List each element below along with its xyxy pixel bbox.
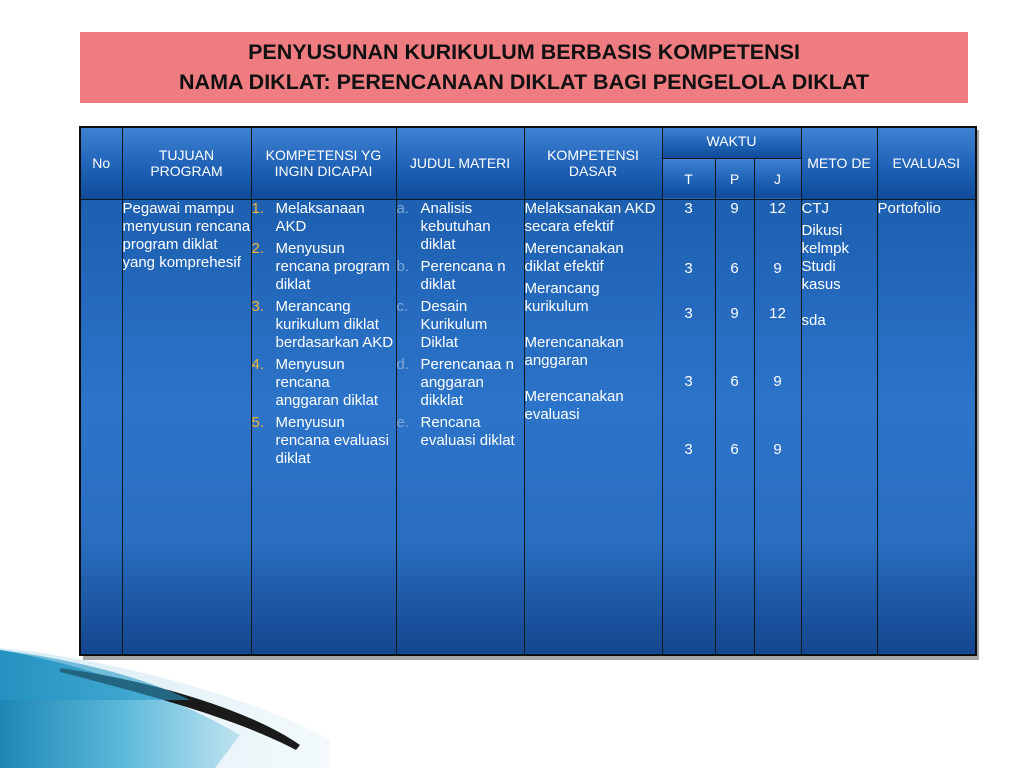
list-item-text: Merancang kurikulum diklat berdasarkan AKD — [275, 297, 394, 351]
list-marker: 3. — [251, 297, 265, 315]
metode-item: Studi kasus — [801, 257, 841, 293]
dasar-item: Merencanakan diklat efektif — [524, 239, 624, 275]
t-value: 3 — [684, 259, 693, 277]
evaluasi-text: Portofolio — [877, 199, 941, 217]
header-metode: METO DE — [801, 127, 877, 199]
header-kompetensi: KOMPETENSI YG INGIN DICAPAI — [251, 127, 396, 199]
list-item-text: Menyusun rencana anggaran diklat — [275, 355, 379, 409]
p-value: 6 — [730, 259, 739, 277]
list-item-text: Perencana n diklat — [420, 257, 506, 293]
list-item-text: Rencana evaluasi diklat — [420, 413, 515, 449]
list-item-text: Analisis kebutuhan diklat — [420, 199, 491, 253]
list-marker: c. — [396, 297, 409, 315]
metode-item: CTJ — [801, 199, 829, 217]
header-t: T — [662, 158, 715, 199]
dasar-item: Merencanakan anggaran — [524, 333, 624, 369]
header-no: No — [80, 127, 122, 199]
j-value: 12 — [769, 199, 786, 217]
p-value: 9 — [730, 304, 739, 322]
t-value: 3 — [684, 372, 693, 390]
list-item-text: Menyusun rencana program diklat — [275, 239, 390, 293]
dasar-item: Melaksanakan AKD secara efektif — [524, 199, 656, 235]
list-marker: b. — [396, 257, 410, 275]
title-line-1: PENYUSUNAN KURIKULUM BERBASIS KOMPETENSI — [248, 40, 800, 64]
header-tujuan: TUJUAN PROGRAM — [122, 127, 251, 199]
metode-item: sda — [801, 311, 826, 329]
header-judul: JUDUL MATERI — [396, 127, 524, 199]
header-evaluasi: EVALUASI — [877, 127, 976, 199]
header-waktu: WAKTU — [662, 127, 801, 158]
swoosh-accent — [0, 650, 190, 700]
header-p: P — [715, 158, 754, 199]
p-value: 9 — [730, 199, 739, 217]
list-marker: d. — [396, 355, 410, 373]
list-item-text: Desain Kurikulum Diklat — [420, 297, 488, 351]
t-value: 3 — [684, 440, 693, 458]
dasar-item: Merancang kurikulum — [524, 279, 600, 315]
metode-item: Dikusi kelmpk — [801, 221, 850, 257]
j-value: 9 — [773, 259, 782, 277]
list-marker: 5. — [251, 413, 265, 431]
tujuan-text: Pegawai mampu menyusun rencana program diklat yang komprehesif — [122, 199, 251, 271]
dasar-item: Merencanakan evaluasi — [524, 387, 624, 423]
list-item-text: Menyusun rencana evaluasi diklat — [275, 413, 389, 467]
title-line-2: NAMA DIKLAT: PERENCANAAN DIKLAT BAGI PENGELOLA DIKLAT — [179, 70, 869, 94]
list-item-text: Perencanaa n anggaran dikklat — [420, 355, 514, 409]
list-marker: 1. — [251, 199, 265, 217]
p-value: 6 — [730, 372, 739, 390]
list-marker: 2. — [251, 239, 265, 257]
list-marker: a. — [396, 199, 410, 217]
list-marker: 4. — [251, 355, 265, 373]
t-value: 3 — [684, 199, 693, 217]
p-value: 6 — [730, 440, 739, 458]
list-item-text: Melaksanaan AKD — [275, 199, 365, 235]
j-value: 9 — [773, 372, 782, 390]
t-value: 3 — [684, 304, 693, 322]
header-j: J — [754, 158, 801, 199]
j-value: 12 — [769, 304, 786, 322]
header-dasar: KOMPETENSI DASAR — [524, 127, 662, 199]
j-value: 9 — [773, 440, 782, 458]
list-marker: e. — [396, 413, 410, 431]
